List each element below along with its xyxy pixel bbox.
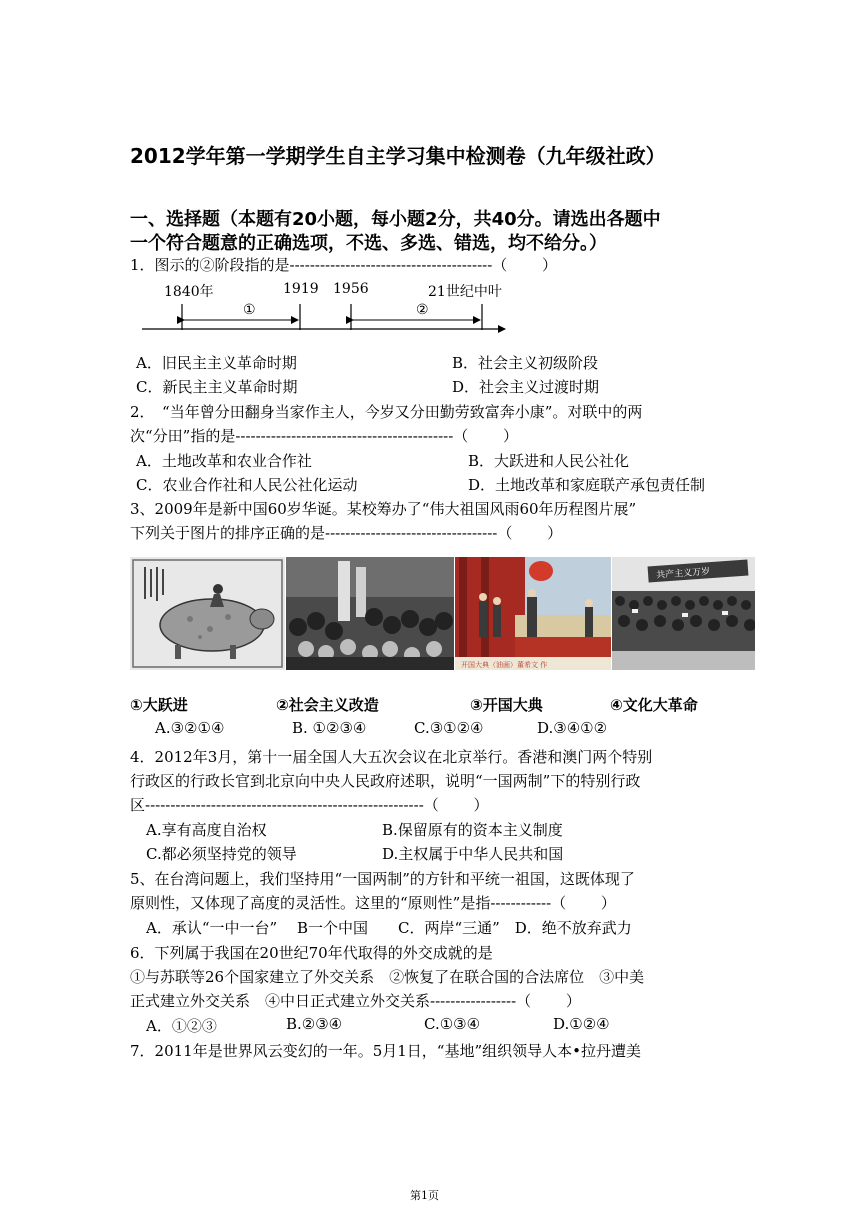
page-title: 2012学年第一学期学生自主学习集中检测卷（九年级社政）	[130, 144, 666, 168]
q3-stem-line2: 下列关于图片的排序正确的是----------------------------------（ ）	[130, 524, 563, 542]
q7-stem-line1: 7．2011年是世界风云变幻的一年。5月1日，“基地”组织领导人本•拉丹遭美	[130, 1042, 641, 1060]
q6-option-a: A．①②③	[146, 1017, 217, 1035]
q3-photo-label-2: ②社会主义改造	[276, 696, 379, 714]
q4-option-a: A.享有高度自治权	[146, 821, 267, 839]
q5-stem-line2: 原则性，又体现了高度的灵活性。这里的“原则性”是指------------（ ）	[130, 894, 616, 912]
section-heading-line2: 一个符合题意的正确选项，不选、多选、错选，均不给分。）	[130, 233, 607, 254]
q4-option-d: D.主权属于中华人民共和国	[382, 845, 564, 863]
q3-photo-label-4: ④文化大革命	[610, 696, 698, 714]
q2-stem-line1: 2． “当年曾分田翻身当家作主人，今岁又分田勤劳致富奔小康”。对联中的两	[130, 403, 643, 421]
q6-stem-line3: 正式建立外交关系 ④中日正式建立外交关系-----------------（ ）	[130, 992, 581, 1010]
timeline-marker-2: ②	[416, 302, 429, 318]
q5-options: A．承认“一中一台” B一个中国 C．两岸“三通” D．绝不放弃武力	[146, 919, 632, 937]
photo-socialist-transformation	[286, 557, 454, 670]
timeline-label-1956: 1956	[333, 281, 369, 297]
timeline-label-1840: 1840年	[164, 284, 214, 300]
q4-stem-line3: 区-------------------------------------------------------（ ）	[130, 796, 489, 814]
q3-stem-line1: 3、2009年是新中国60岁华诞。某校筹办了“伟大祖国风雨60年历程图片展”	[130, 500, 637, 518]
q3-photo-label-1: ①大跃进	[130, 696, 188, 714]
section-heading-line1: 一、选择题（本题有20小题，每小题2分，共40分。请选出各题中	[130, 209, 661, 230]
q3-photo-label-3: ③开国大典	[470, 696, 543, 714]
rally-banner-text: 共产主义万岁	[655, 567, 711, 581]
q2-stem-line2: 次“分田”指的是-------------------------------------------（ ）	[130, 427, 519, 445]
q3-option-b: B. ①②③④	[292, 719, 367, 737]
photo-caption: 开国大典（油画）董希文 作	[461, 661, 548, 669]
q2-option-a: A．土地改革和农业合作社	[136, 452, 312, 470]
q2-option-b: B．大跃进和人民公社化	[468, 452, 630, 470]
q1-option-b: B．社会主义初级阶段	[452, 354, 599, 372]
photo-founding-ceremony	[455, 557, 611, 670]
q4-stem-line2: 行政区的行政长官到北京向中央人民政府述职，说明“一国两制”下的特别行政	[130, 772, 641, 790]
photo-great-leap-cartoon	[130, 557, 285, 670]
q6-stem-line2: ①与苏联等26个国家建立了外交关系 ②恢复了在联合国的合法席位 ③中美	[130, 968, 645, 986]
q2-option-d: D．土地改革和家庭联产承包责任制	[468, 476, 706, 494]
q3-option-d: D.③④①②	[537, 719, 608, 737]
q2-option-c: C．农业合作社和人民公社化运动	[136, 476, 358, 494]
q6-stem-line1: 6．下列属于我国在20世纪70年代取得的外交成就的是	[130, 944, 493, 962]
q3-option-a: A.③②①④	[155, 719, 225, 737]
q1-stem: 1．图示的②阶段指的是----------------------------------------（ ）	[130, 256, 558, 274]
timeline-marker-1: ①	[243, 302, 256, 318]
q1-option-c: C．新民主主义革命时期	[136, 378, 298, 396]
photo-cultural-revolution-rally	[612, 557, 755, 670]
q3-option-c: C.③①②④	[414, 719, 484, 737]
q6-option-b: B.②③④	[286, 1015, 343, 1033]
q1-option-a: A．旧民主主义革命时期	[136, 354, 297, 372]
q4-option-b: B.保留原有的资本主义制度	[382, 821, 563, 839]
q1-option-d: D．社会主义过渡时期	[452, 378, 600, 396]
timeline-label-21c: 21世纪中叶	[428, 284, 502, 300]
page-number: 第1页	[410, 1189, 439, 1202]
q4-stem-line1: 4．2012年3月，第十一届全国人大五次会议在北京举行。香港和澳门两个特别	[130, 748, 653, 766]
timeline-diagram	[140, 300, 520, 340]
timeline-label-1919: 1919	[283, 281, 319, 297]
q6-option-d: D.①②④	[553, 1015, 610, 1033]
q4-option-c: C.都必须坚持党的领导	[146, 845, 297, 863]
q6-option-c: C.①③④	[424, 1015, 481, 1033]
q5-stem-line1: 5、在台湾问题上，我们坚持用“一国两制”的方针和平统一祖国，这既体现了	[130, 870, 635, 888]
